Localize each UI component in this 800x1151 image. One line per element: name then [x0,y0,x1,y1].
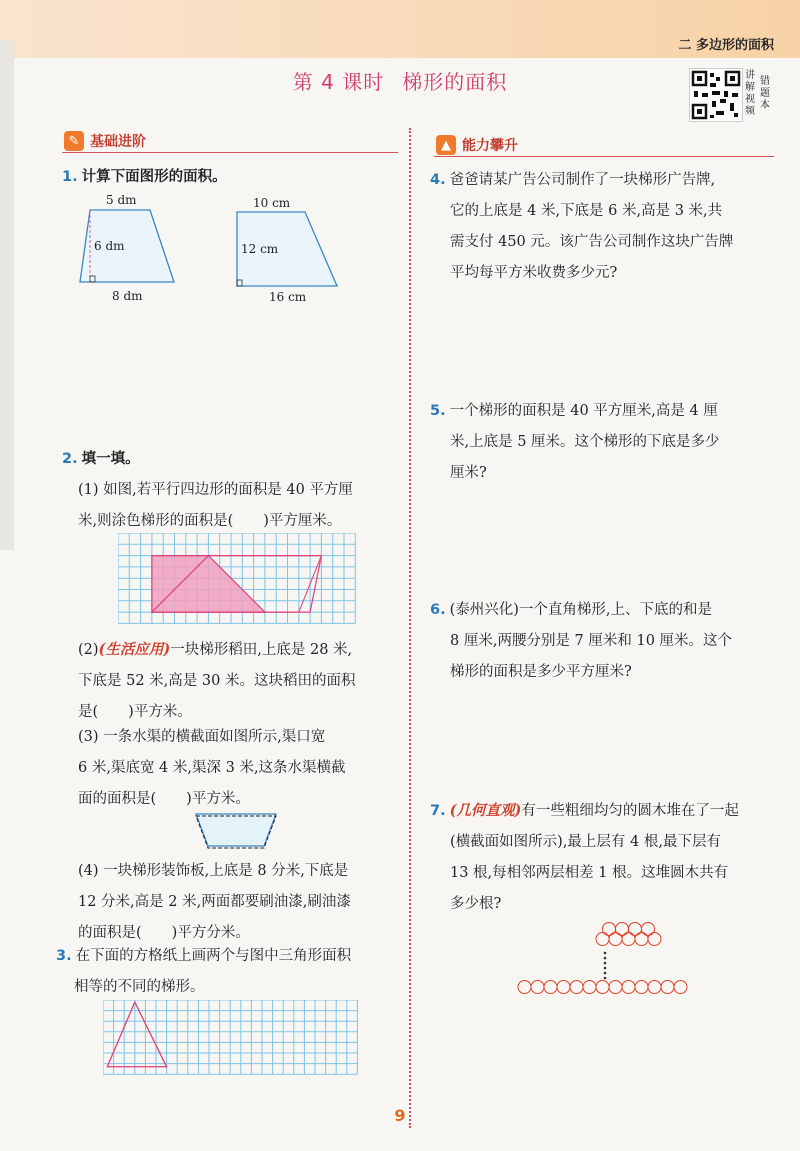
log-circle [622,981,635,994]
question-2-part-1: (1) 如图,若平行四边形的面积是 40 平方厘 米,则涂色梯形的面积是( )平方厘米。 [78,482,353,529]
log-circle [570,981,583,994]
runner-icon: ✎ [64,131,84,151]
section-underline [434,156,774,157]
rocket-icon: ▲ [436,135,456,155]
question-2: 2. 填一填。 [62,451,140,467]
log-circle [596,933,609,946]
lesson-title [0,66,800,95]
ellipsis-dot [604,977,607,980]
log-circle [583,981,596,994]
qr-caption: 讲 解 视 频 [745,70,755,117]
question-2-part-3: (3) 一条水渠的横截面如图所示,渠口宽 6 米,渠底宽 4 米,渠深 3 米,这条水渠横截 面的面积是( )平方米。 [78,729,346,807]
log-pile-figure [510,915,700,1000]
log-circle [635,981,648,994]
log-circle [635,933,648,946]
column-divider [409,128,411,1128]
qr-code-icon[interactable] [689,68,743,122]
log-circle [648,981,661,994]
error-book-label: 错 题 本 [760,76,770,111]
question-2-part-4: (4) 一块梯形装饰板,上底是 8 分米,下底是 12 分米,高是 2 米,两面都要刷油漆,刷油漆 的面积是( )平方分米。 [78,863,351,941]
chapter-header: 二 多边形的面积 [678,38,774,53]
section-advanced: ▲ 能力攀升 [436,135,518,155]
log-circle [661,981,674,994]
log-circle [609,933,622,946]
grid-triangle-figure[interactable] [103,1000,359,1082]
log-circle [616,923,629,936]
channel-cross-section-figure [192,810,282,852]
log-circle [596,981,609,994]
label-bottom: 16 cm [269,290,307,304]
shaded-trapezoid [152,556,265,613]
label-top: 10 cm [253,196,291,210]
log-circle [603,923,616,936]
triangle [107,1002,166,1067]
log-circle [648,933,661,946]
tag-life-application: (生活应用) [98,641,171,658]
log-circle [544,981,557,994]
log-circle [609,981,622,994]
lesson-number: 第 4 课时 [292,70,385,94]
log-circle [557,981,570,994]
question-6: 6. (泰州兴化)一个直角梯形,上、下底的和是 8 厘米,两腰分别是 7 厘米和 10 厘米。这个 梯形的面积是多少平方厘米? [430,602,733,680]
grid-parallelogram-figure [118,533,358,625]
ellipsis-dot [604,962,607,965]
log-circle [531,981,544,994]
log-circle [622,933,635,946]
page-number: 9 [394,1106,406,1125]
question-7: 7. (几何直观)有一些粗细均匀的圆木堆在了一起 (横截面如图所示),最上层有 4 根,最下层有 13 根,每相邻两层相差 1 根。这堆圆木共有 多少根? [430,802,739,912]
page-edge [0,40,14,550]
question-3: 3. 在下面的方格纸上画两个与图中三角形面积 相等的不同的梯形。 [56,948,352,995]
lesson-topic: 梯形的面积 [402,70,508,94]
tag-geometry-intuition: (几何直观) [449,802,522,819]
ellipsis-dot [604,967,607,970]
log-circle [518,981,531,994]
figure-trapezoid-2 [225,190,365,305]
figure-trapezoid-1 [70,190,200,305]
log-circle [642,923,655,936]
label-bottom: 8 dm [112,289,143,303]
ellipsis-dot [604,972,607,975]
label-height: 12 cm [241,242,279,256]
question-2-part-2: (2)(生活应用)一块梯形稻田,上底是 28 米, 下底是 52 米,高是 30 米。这块稻田的面积 是( )平方米。 [78,641,356,720]
log-circle [629,923,642,936]
log-circle [674,981,687,994]
question-4: 4. 爸爸请某广告公司制作了一块梯形广告牌, 它的上底是 4 米,下底是 6 米,高是 3 米,共 需支付 450 元。该广告公司制作这块广告牌 平均每平方米收费多少元? [430,172,734,281]
label-height: 6 dm [94,239,125,253]
question-1: 1. 计算下面图形的面积。 [62,169,227,185]
ellipsis-dot [604,952,607,955]
question-5: 5. 一个梯形的面积是 40 平方厘米,高是 4 厘 米,上底是 5 厘米。这个梯形的下底是多少 厘米? [430,403,720,481]
label-top: 5 dm [106,193,137,207]
section-basic: ✎ 基础进阶 [64,131,146,151]
ellipsis-dot [604,957,607,960]
section-underline [62,152,398,153]
